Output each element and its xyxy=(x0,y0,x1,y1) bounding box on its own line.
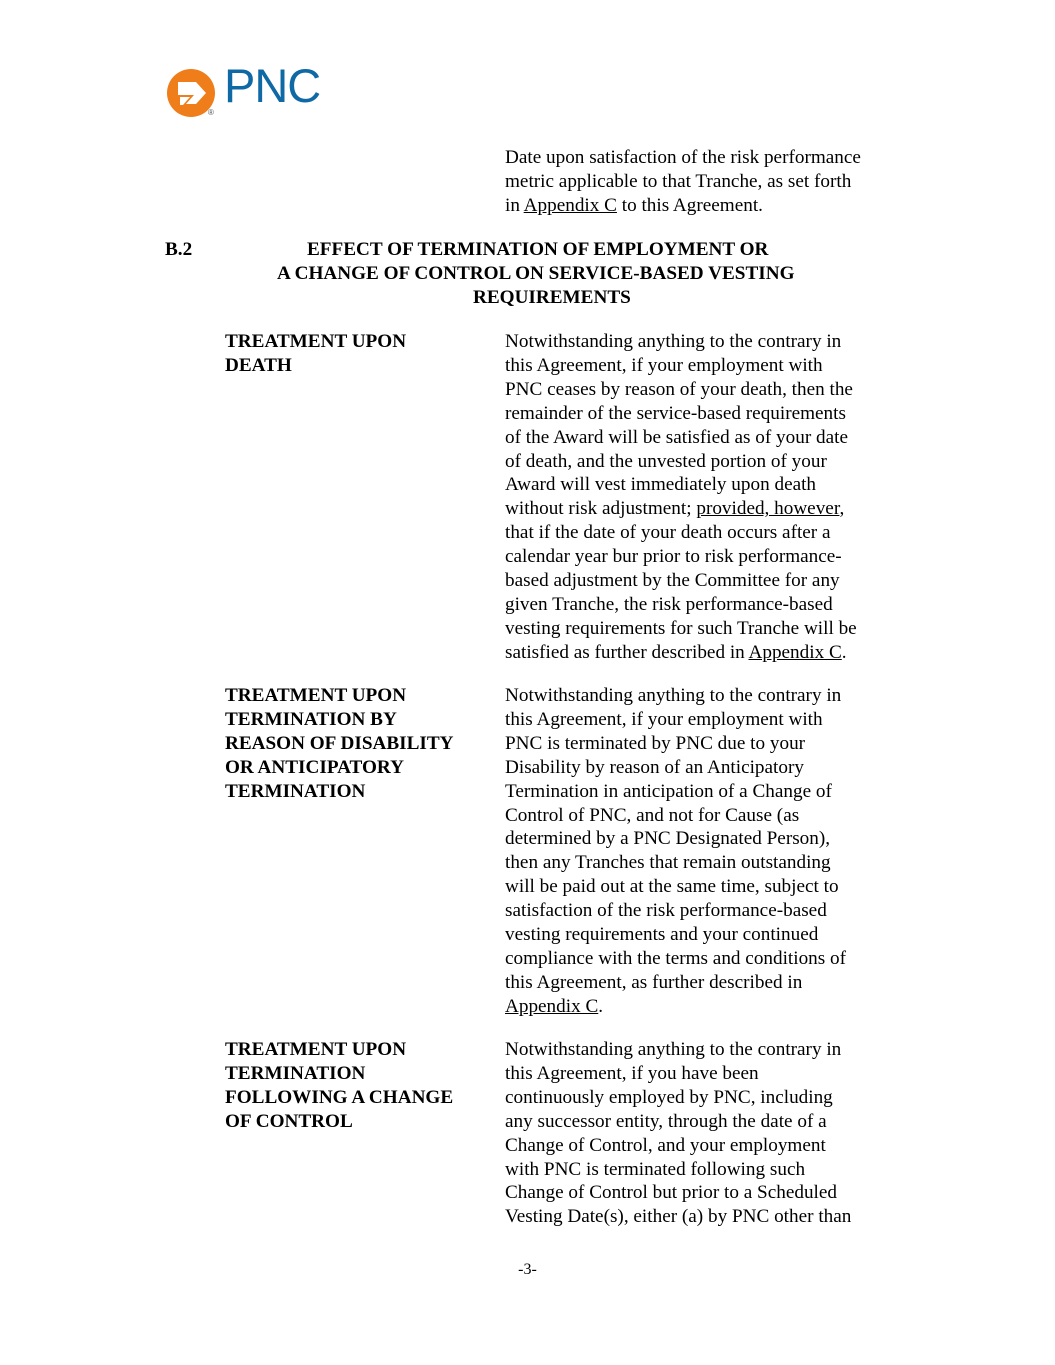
body-line: PNC is terminated by PNC due to your xyxy=(505,732,806,754)
body-line: Notwithstanding anything to the contrary in xyxy=(505,685,842,706)
provided-however-text: provided, however xyxy=(696,498,840,520)
text: . xyxy=(598,995,604,1017)
text: in xyxy=(505,194,524,216)
body-line: Notwithstanding anything to the contrary in xyxy=(505,331,842,352)
heading-line: TREATMENT UPON xyxy=(225,331,407,352)
intro-line: metric applicable to that Tranche, as set forth xyxy=(505,170,852,192)
disability-body xyxy=(505,684,900,1019)
heading-line: FOLLOWING A CHANGE xyxy=(225,1086,454,1108)
body-line: given Tranche, the risk performance-based xyxy=(505,593,833,615)
appendix-c-link: Appendix C xyxy=(748,641,842,663)
body-line: PNC ceases by reason of your death, then the xyxy=(505,378,853,400)
body-line: Change of Control, and your employment xyxy=(505,1134,826,1156)
body-line: Termination in anticipation of a Change of xyxy=(505,780,832,802)
body-line: then any Tranches that remain outstanding xyxy=(505,852,831,874)
text: to this Agreement. xyxy=(616,194,763,216)
section-title-line: EFFECT OF TERMINATION OF EMPLOYMENT OR xyxy=(307,239,769,260)
registered-mark: ® xyxy=(208,108,214,117)
heading-line: TERMINATION BY xyxy=(225,708,397,730)
body-line: this Agreement, if your employment with xyxy=(505,708,823,730)
text: , xyxy=(839,498,845,520)
intro-paragraph xyxy=(505,146,900,218)
heading-line: DEATH xyxy=(225,354,292,376)
text: . xyxy=(841,641,847,663)
heading-line: TREATMENT UPON xyxy=(225,685,407,706)
body-line: this Agreement, if your employment with xyxy=(505,354,823,376)
body-line: Change of Control but prior to a Scheduled xyxy=(505,1182,837,1204)
body-line: compliance with the terms and conditions of xyxy=(505,947,847,969)
section-title-line: A CHANGE OF CONTROL ON SERVICE-BASED VESTING xyxy=(277,263,795,284)
page-number: -3- xyxy=(518,1261,537,1278)
body-line: vesting requirements and your continued xyxy=(505,924,819,946)
body-line: of death, and the unvested portion of your xyxy=(505,450,827,472)
body-line: will be paid out at the same time, subject to xyxy=(505,876,839,898)
body-line: Control of PNC, and not for Cause (as xyxy=(505,804,800,826)
disability-heading xyxy=(225,684,490,804)
heading-line: REASON OF DISABILITY xyxy=(225,732,454,754)
logo-text: PNC xyxy=(224,59,321,112)
body-line: calendar year bur prior to risk performance- xyxy=(505,546,842,568)
body-line xyxy=(505,497,900,521)
body-line: Disability by reason of an Anticipatory xyxy=(505,756,804,778)
body-line: that if the date of your death occurs after a xyxy=(505,522,831,544)
body-line: satisfaction of the risk performance-based xyxy=(505,900,827,922)
heading-line: OF CONTROL xyxy=(225,1110,353,1132)
text: without risk adjustment; xyxy=(505,498,697,520)
change-of-control-body xyxy=(505,1038,900,1229)
appendix-c-link: Appendix C xyxy=(505,995,599,1017)
section-title-line: REQUIREMENTS xyxy=(473,287,631,308)
pnc-logo xyxy=(166,59,338,120)
body-line: of the Award will be satisfied as of your date xyxy=(505,426,848,448)
body-line: any successor entity, through the date of a xyxy=(505,1110,827,1132)
intro-line-3 xyxy=(505,194,900,218)
section-number: B.2 xyxy=(165,239,193,260)
body-line xyxy=(505,995,900,1019)
body-line: Vesting Date(s), either (a) by PNC other than xyxy=(505,1206,852,1228)
intro-line: Date upon satisfaction of the risk performance xyxy=(505,147,861,168)
change-of-control-heading xyxy=(225,1038,490,1134)
body-line: this Agreement, if you have been xyxy=(505,1062,759,1084)
body-line: determined by a PNC Designated Person), xyxy=(505,828,831,850)
heading-line: TERMINATION xyxy=(225,1062,366,1084)
body-line: based adjustment by the Committee for any xyxy=(505,570,840,592)
body-line xyxy=(505,641,900,665)
body-line: continuously employed by PNC, including xyxy=(505,1086,833,1108)
text: satisfied as further described in xyxy=(505,641,749,663)
death-heading xyxy=(225,330,490,378)
heading-line: OR ANTICIPATORY xyxy=(225,756,404,778)
body-line: Award will vest immediately upon death xyxy=(505,474,817,496)
heading-line: TERMINATION xyxy=(225,780,366,802)
body-line: this Agreement, as further described in xyxy=(505,971,803,993)
heading-line: TREATMENT UPON xyxy=(225,1039,407,1060)
appendix-c-link: Appendix C xyxy=(523,194,617,216)
body-line: with PNC is terminated following such xyxy=(505,1158,806,1180)
body-line: vesting requirements for such Tranche will be xyxy=(505,617,857,639)
death-body xyxy=(505,330,900,665)
body-line: Notwithstanding anything to the contrary in xyxy=(505,1039,842,1060)
body-line: remainder of the service-based requirements xyxy=(505,402,846,424)
